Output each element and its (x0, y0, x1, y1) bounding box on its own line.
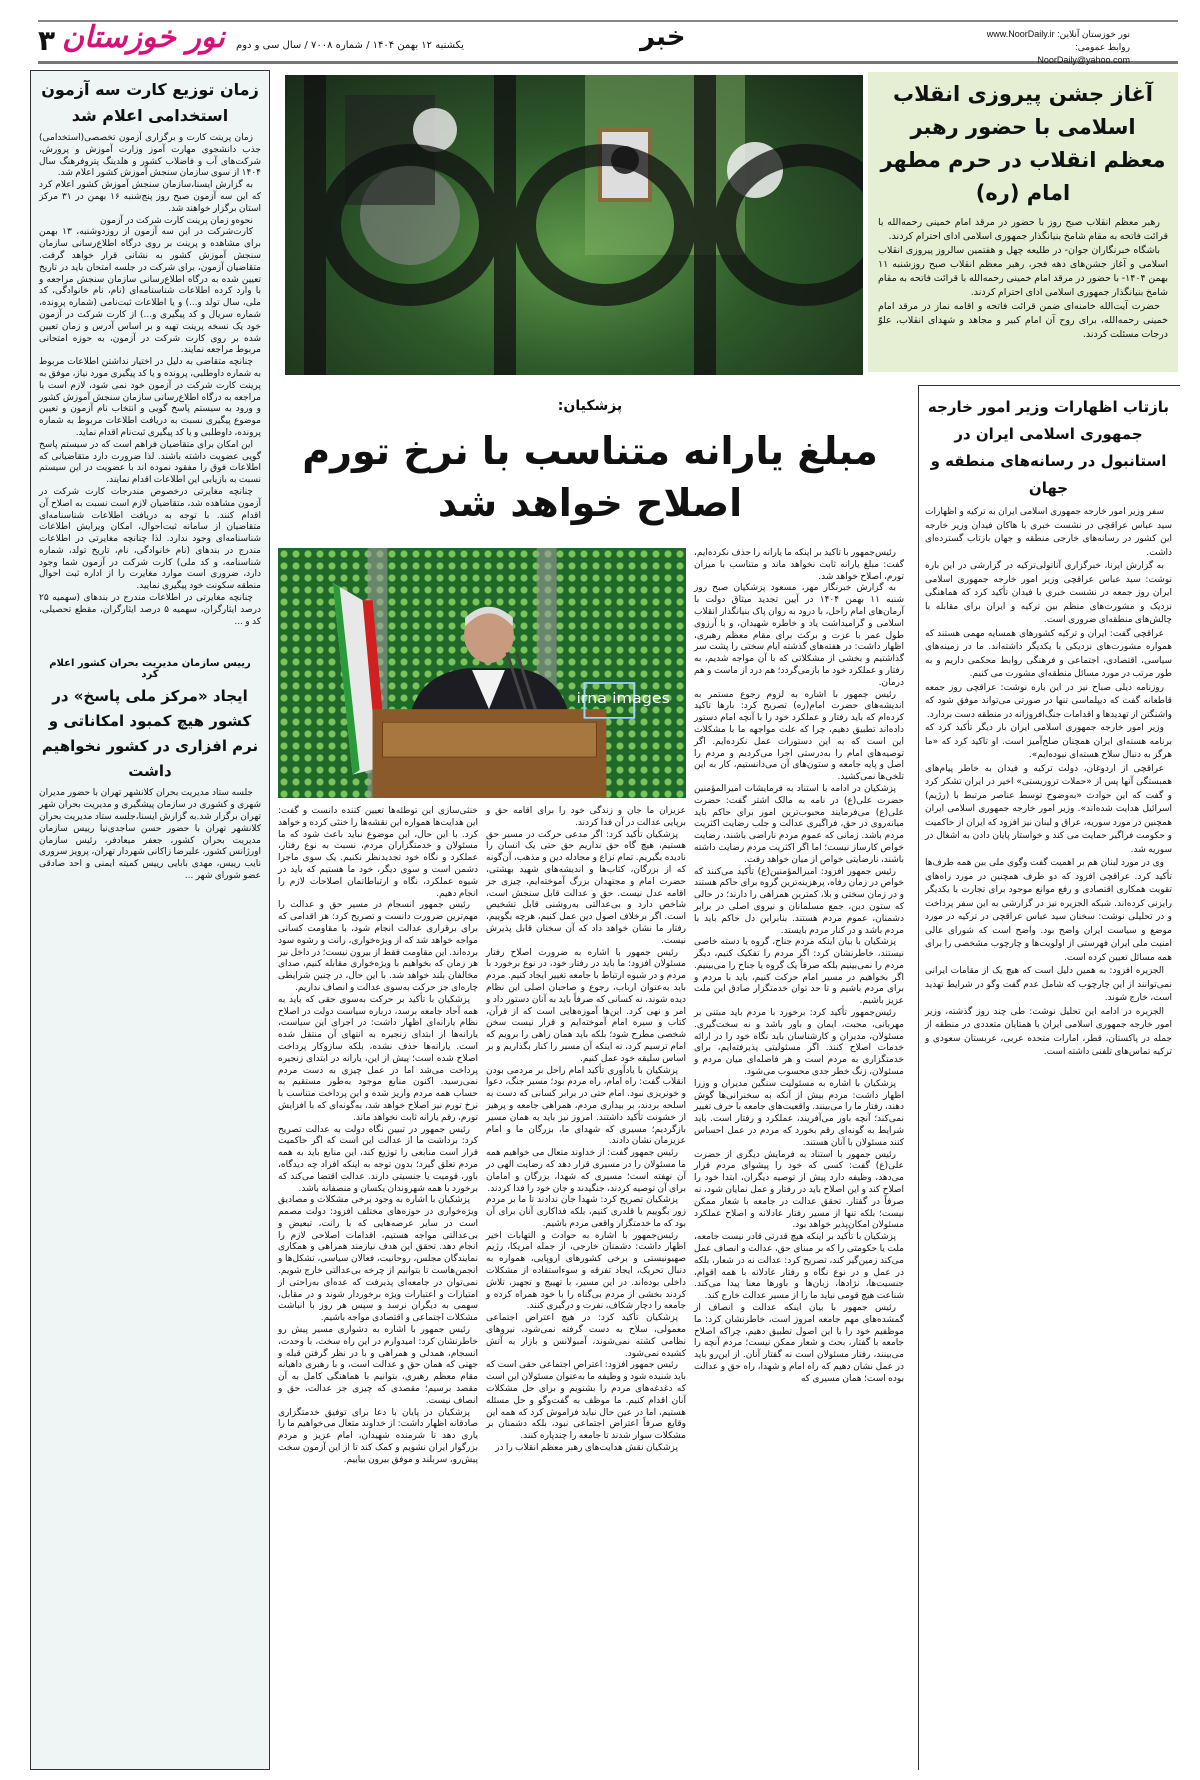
paragraph: پزشکیان نقش هدایت‌های رهبر معظم انقلاب را در (495, 1443, 678, 1454)
paragraph: وزیر امور خارجه جمهوری اسلامی ایران بار دیگر تأکید کرد که برنامه هسته‌ای ایران همچنان صلح‌آمیز است. او تاکید کرد که «ما هرگز به دنبال سلاح هسته‌ای نبوده‌ایم». (925, 723, 1172, 760)
paragraph: رئیس جمهور با استناد به فرمایش دیگری از حضرت علی(ع) گفت: کسی که خود را پیشوای مردم قرار می‌دهد، وظیفه دارد پیش از توصیه دیگران، ابتدا خود را اصلاح کند و این اصلاح باید در رفتار و عمل نمایان شود، نه صرفاً در گفتار. تحقق عدالت در جامعه با شعار ممکن نیست؛ بلکه تنها از مسیر رفتار عادلانه و اصلاح عملکرد مسئولان امکان‌پذیر خواهد بود. (694, 1149, 904, 1231)
paragraph: چنانچه مغایرتی در اطلاعات مندرج در بندهای (سهمیه ۲۵ درصد ایثارگران، سهمیه ۵ درصد ایثارگران، مقطع تحصیلی، کد و ... (39, 593, 262, 627)
paragraph: رئیس جمهور افزود: امیرالمؤمنین(ع) تأکید می‌کنند که خواص در زمان رفاه، پرهزینه‌ترین گروه برای حاکم هستند و در زمان سختی و بلا، کمترین همراهی را دارند؛ در حالی که ستون دین، جمع مسلمانان و نیروی اصلی در برابر دشمنان، عموم مردم هستند. بنابراین دل حاکم باید با مردم باشد و در کنار مردم بایستد. (694, 866, 904, 936)
paragraph: سفر وزیر امور خارجه جمهوری اسلامی ایران به ترکیه و اظهارات سید عباس عراقچی در نشست خبری با هاکان فیدان وزیر خارجه این کشور در رسانه‌های خارجی منطقه و جهان بازتاب گسترده‌ای داشت. (925, 507, 1172, 558)
top-story-title: آغاز جشن پیروزی انقلاب اسلامی با حضور رهبر معظم انقلاب در حرم مطهر امام (ره) (880, 82, 1166, 205)
website-line: نور خوزستان آنلاین: www.NoorDaily.ir (986, 29, 1130, 39)
paragraph: رئیس جمهور در تبیین نگاه دولت به عدالت تصریح کرد: برداشت ما از عدالت این است که اگر حاکمیت قرار است منابعی را توزیع کند، این منابع باید به همه مردم تعلق گیرد؛ بدون توجه به اینکه افراد چه دیدگاه، باور، قومیت یا جنسیتی دارند. عدالت اقتضا می‌کند که برخورد با همه شهروندان یکسان و منصفانه باشد. (278, 1124, 478, 1194)
paragraph: رئیس جمهور افزود: اعتراض اجتماعی حقی است که باید شنیده شود و وظیفه ما به‌عنوان مسئولان این است که دغدغه‌های مردم را بشنویم و برای حل مشکلات آنان اقدام کنیم. ما موظف به گفت‌وگو و حل مسئله هستیم، اما در عین حال نباید فراموش کرد که همه این وقایع صرفاً اعتراض اجتماعی نبود، بلکه دشمنان بر مشکلات سوار شدند تا جامعه را چندپاره کنند. (486, 1360, 686, 1442)
right-story-body (925, 506, 1172, 1060)
paragraph: رئیس جمهور با بیان اینکه عدالت و انصاف از گمشده‌های مهم جامعه امروز است، خاطرنشان کرد: ما موظفیم خود را با این اصول تطبیق دهیم، چراکه اصلاح جامعه با گفتار، بحث و شعار ممکن نیست؛ مردم آنچه را می‌بینند، رفتار مسئولان است نه گفتار آنان. از این‌رو باید در عمل نشان دهیم که راه امام و شهدا، راه حق و عدالت بوده است؛ همان مسیری که (694, 1303, 904, 1384)
paragraph: پزشکیان با بیان اینکه مردم جناح، گروه یا دسته خاصی نیستند، خاطرنشان کرد: اگر مردم را تفکیک کنیم، دیگر مردم را نمی‌بینیم بلکه صرفاً یک گروه یا جناح را می‌بینیم. اگر بخواهیم در مسیر امام حرکت کنیم، باید با مردم و برای مردم باشیم و تا حد توان خدمتگزار صادق این ملت عزیز باشیم. (694, 937, 904, 1007)
paragraph: چنانچه مغایرتی درخصوص مندرجات کارت شرکت در آزمون مشاهده شد، متقاضیان لازم است نسبت به اصلاح آن اقدام کنند. با توجه به دریافت اطلاعات شناسنامه‌ای متقاضیان از سامانه ثبت‌احوال، امکان ویرایش اطلاعات شناسنامه‌ای وجود ندارد. لذا چنانچه مغایرتی در اطلاعات مندرج در بندهای (نام خانوادگی، نام، تاریخ تولد، شماره شناسنامه، و کد ملی) کارت شرکت در آزمون شما وجود دارد، ضروری است موارد مغایرت را از اداره ثبت احوال منطقه سکونت خود پیگیری نمایید. (39, 486, 261, 592)
paragraph: رئیس‌جمهور با تاکید بر اینکه ما یارانه را حذف نکرده‌ایم، گفت: مبلغ یارانه ثابت نخواهد ماند و متناسب با میزان تورم، اصلاح خواهد شد. (694, 548, 904, 582)
newspaper-logo: نور خوزستان (62, 20, 225, 55)
right-story-title: بازتاب اظهارات وزیر امور خارجه جمهوری اسلامی ایران در استانبول در رسانه‌های منطقه و جهان (927, 398, 1170, 497)
paragraph: پزشکیان با تأکید بر اینکه هیچ قدرتی قادر نیست جامعه، ملت یا حکومتی را که بر مبنای حق، عدالت و انصاف عمل می‌کند زمین‌گیر کند، تصریح کرد: عدالت نه در شعار، بلکه در عمل و در نوع نگاه و رفتار عادلانه با همه اقوام، جنسیت‌ها، نژادها، زبان‌ها و باورها معنا پیدا می‌کند. شناعت هیچ قومی نباید ما را از مسیر عدالت خارج کند. (694, 1232, 904, 1302)
paragraph: رئیس‌جمهور تأکید کرد: برخورد با مردم باید مبتنی بر مهربانی، محبت، ایمان و باور باشد و نه سخت‌گیری. مسئولان، مدیران و کارشناسان باید نگاه خود را در ارائه خدمات اصلاح کنند. اگر مسئولیتی پذیرفته‌ایم، برای خدمتگزاری به مردم است و هر فاصله‌ای میان مردم و مسئولان، زنگ خطر جدی محسوب می‌شود. (694, 1008, 904, 1078)
paragraph: پزشکیان تصریح کرد: شهدا جان ندادند تا ما بر مردم زور بگوییم یا قلدری کنیم، بلکه فداکاری آنان برای آن بود که ما خدمتگزار واقعی مردم باشیم. (486, 1195, 686, 1229)
left-column (30, 70, 270, 1770)
paragraph: رئیس جمهور با اشاره به ضرورت اصلاح رفتار مسئولان افزود: ما باید در رفتار خود، در نوع برخورد با مردم و در شیوه ارتباط با جامعه تغییر ایجاد کنیم. مردم باید به‌عنوان ارباب، رجوع و صاحبان اصلی این نظام دیده شوند، نه کسانی که صرفاً باید به آنان دستور داد و امر و نهی کرد. این‌ها آموزه‌هایی است که از قرآن، کتاب و سیره امام آموخته‌ایم و قرار نیست سخن شخصی مطرح شود؛ بلکه باید همان راهی را برویم که امام ترسیم کرد، نه اینکه آن مسیر را کنار بگذاریم و بر اساس سلیقه خود عمل کنیم. (486, 947, 686, 1064)
contact-info (985, 28, 1130, 67)
photo-watermark: irna images (576, 690, 670, 707)
paragraph: زمان پرینت کارت و برگزاری آزمون تخصصی(استخدامی) جذب دانشجوی مهارت آموز وزارت آموزش و پرورش، شرکت‌های آب و فاضلاب کشور و هلدینگ پتروفرهنگ سال ۱۴۰۴ از سوی سازمان سنجش آموزش کشور اعلام شد. (39, 133, 261, 179)
paragraph: روزنامه دیلی صباح نیز در این باره نوشت: عراقچی روز جمعه قاطعانه گفت که دیپلماسی تنها در صورتی می‌تواند موفق شود که واشنگتن از تهدیدها و اقدامات جنگ‌افروزانه در منطقه دست بردارد. (925, 682, 1172, 720)
top-story-box (868, 72, 1178, 372)
main-story-column-3 (278, 806, 478, 1467)
paragraph: جلسه ستاد مدیریت بحران کلانشهر تهران با حضور مدیران شهری و کشوری در سازمان پیشگیری و مدیریت بحران شهر تهران برگزار شد.به گزارش ایسنا،جلسه ستاد مدیریت بحران کلانشهر تهران با حضور حسن ساجدی‌نیا رییس سازمان مدیریت بحران کشور، جعفر میعادفر، رئیس سازمان اورژانس کشور، علیرضا زاکانی شهردار تهران، پرویز سروری نایب رییس، مهدی بابایی رییس کمیته ایمنی و احد صادقی عضو شورای شهر ... (39, 788, 261, 882)
paragraph: عراقچی گفت: ایران و ترکیه کشورهای همسایه مهمی هستند که همواره مشورت‌های نزدیکی با یکدیگر داشته‌اند. ما در زمینه‌های سیاسی، اقتصادی، اجتماعی و فرهنگی روابط محکمی داریم و به طور مرتب در مورد مسائل منطقه‌ای مشورت می کنیم. (925, 628, 1172, 679)
main-story-title: مبلغ یارانه متناسب با نرخ تورم اصلاح خواهد شد (302, 429, 878, 525)
paragraph: الجزیره در ادامه این تحلیل نوشت: طی چند روز گذشته، وزیر امور خارجه جمهوری اسلامی ایران با همتایان متعددی در منطقه از جمله در پاکستان، قطر، امارات متحده عربی، عربستان سعودی و ترکیه تماس‌های تلفنی داشته است. (925, 1006, 1172, 1057)
top-story-photo (285, 75, 863, 375)
paragraph: رهبر معظم انقلاب صبح روز با حضور در مرقد امام خمینی رحمه‌الله با قرائت فاتحه به مقام شامخ بنیانگذار جمهوری اسلامی ادای احترام کردند. (878, 217, 1168, 242)
paragraph: نحوه‌و زمان پرینت کارت شرکت در آزمون (100, 215, 253, 226)
main-story-kicker: پزشکیان: (557, 398, 623, 414)
paragraph: حضرت آیت‌الله خامنه‌ای ضمن قرائت فاتحه و اقامه نماز در مرقد امام خمینی رحمه‌الله، برای روح آن امام کبیر و مجاهد و شهدای انقلاب، علوّ درجات مسئلت کردند. (878, 301, 1168, 340)
main-story-column-1 (694, 548, 904, 1386)
paragraph: رئیس‌جمهور با اشاره به حوادث و التهابات اخیر اظهار داشت: دشمنان خارجی، از جمله امریکا، رژیم صهیونیستی و برخی کشورهای اروپایی، همواره به دنبال تحریک، ایجاد تفرقه و سوءاستفاده از مشکلات داخلی بوده‌اند. در این مسیر، با تهییج و تجهیز، تلاش کردند بخشی از مردم بی‌گناه را با خود همراه کرده و جامعه را دچار شکاف، نفرت و درگیری کنند. (486, 1230, 686, 1312)
left-story-2-kicker: رییس سازمان مدیریت بحران کشور اعلام کرد (49, 658, 251, 681)
paragraph: رئیس جمهور گفت: از خداوند متعال می خواهیم همه ما مسئولان را در مسیری قرار دهد که رضایت الهی در آن نهفته است؛ مسیری که شهدا، بزرگان و امامان برای آن توصیه کردند، جنگیدند و جان خود را فدا کردند. (486, 1148, 686, 1194)
shrine-grille-image (285, 75, 863, 375)
left-story-2-title: ایجاد «مرکز ملی پاسخ» در کشور هیچ کمبود امکاناتی و نرم افزاری در کشور نخواهیم داشت (41, 687, 259, 781)
section-title: خبر (640, 22, 686, 52)
paragraph: کارت‌شرکت در این سه آزمون از روزدوشنبه، ۱۳ بهمن برای مشاهده و پرینت بر روی درگاه اطلاع‌رسانی سازمان سنجش آموزش کشور به نشانی قرار خواهد گرفت. متقاضیان آزمون، برای شرکت در جلسه امتحان باید در تاریخ تعیین شده به درگاه اطلاع‌رسانی سازمان سنجش مراجعه و با وارد کرده اطلاعات شناسنامه‌ای (نام، نام خانوادگی، کد ملی، سال تولد و...) و یا اطلاعات ثبت‌نامی (شماره پرونده، شماره سریال و کد پیگیری و...) از کارت شرکت در آزمون خود یک نسخه پرینت تهیه و بر اساس آدرس و زمان تعیین شده بر روی کارت شرکت در آزمون، به حوزه امتحانی مربوط مراجعه نمایند. (39, 227, 261, 356)
paragraph: پزشکیان تأکید کرد: در هیچ اعتراض اجتماعی معمولی، سلاح به دست گرفته نمی‌شود، نیروهای نظامی کشته نمی‌شوند، آمبولانس و بازار به آتش کشیده نمی‌شود. (486, 1313, 686, 1359)
paragraph: پزشکیان تأکید کرد: اگر مدعی حرکت در مسیر حق هستیم، هیچ گاه حق نداریم حق حتی یک انسان را نادیده بگیریم. تمام نزاع و مجادله دین و مذهب، آن‌گونه که از بزرگان، کتاب‌ها و اندیشه‌های شهید بهشتی، حضرت امام و مجتهدان بزرگ آموخته‌ایم، چیزی جز اقامه عدل نیست. حق و عدالت قابل سنجش است، شاخص دارد و بی‌عدالتی به‌روشنی قابل تشخیص است. اگر برخلاف اصول دین عمل کنیم، هرچه بگوییم، رفتار ما نشان خواهد داد که آن سخنان قابل پذیرش نیست. (486, 829, 686, 946)
paragraph: پزشکیان در پایان با دعا برای توفیق خدمتگزاری صادقانه اظهار داشت: از خداوند متعال می‌خواهیم ما را یاری دهد تا شرمنده شهیدان، امام عزیز و مردم بزرگوار ایران نشویم و کمک کند تا از این آزمون سخت پیش‌رو، سربلند و موفق بیرون بیاییم. (278, 1407, 478, 1465)
paragraph: باشگاه خبرنگاران جوان- در طلیعه چهل و هفتمین سالروز پیروزی انقلاب اسلامی و آغاز جشن‌های دهه فجر، رهبر معظم انقلاب صبح روزشنبه ۱۱ بهمن ۱۴۰۴- با حضور در مرقد امام خمینی رحمه‌الله با قرائت فاتحه به مقام شامخ بنیانگذار جمهوری اسلامی ادای احترام کردند. (878, 245, 1168, 298)
paragraph: پزشکیان با اشاره به مسئولیت سنگین مدیران و وزرا اظهار داشت: مردم بیش از آنکه به سخنرانی‌ها گوش دهند، رفتار ما را می‌بینند. واقعیت‌های جامعه با حرف تغییر نمی‌کند؛ آنچه باور می‌آفریند، عملکرد و رفتار است. باید شرایط به گونه‌ای رقم بخورد که مردم در عمل احساس کنند مسئولان با آنان هستند. (694, 1078, 904, 1148)
president-speech-image (278, 548, 686, 798)
paragraph: پزشکیان با تأکید بر حرکت به‌سوی حقی که باید به همه آحاد جامعه برسد، درباره سیاست دولت در اصلاح نظام یارانه‌ای اظهار داشت: در اجرای این سیاست، یارانه‌ها از ابتدای زنجیره به انتهای آن منتقل شده است. یارانه‌ها حذف نشده، بلکه سازوکار پرداخت اصلاح شده است؛ پیش از این، یارانه در ابتدای زنجیره پرداخت می‌شد اما در عمل چیزی به دست مردم نمی‌رسید. اکنون منابع موجود به‌طور مستقیم به حساب همه مردم واریز شده و این پرداخت متناسب با نرخ تورم نیز اصلاح خواهد شد، به‌گونه‌ای که با افزایش تورم، رقم یارانه ثابت نخواهد ماند. (278, 994, 478, 1123)
page-number: ۳ (38, 24, 56, 57)
left-story-2-body (39, 788, 261, 882)
issue-date: یکشنبه ۱۲ بهمن ۱۴۰۴ / شماره ۷۰۰۸ / سال سی و دوم (236, 40, 464, 51)
paragraph: به گزارش خبرنگار مهر، مسعود پزشکیان صبح روز شنبه ۱۱ بهمن ۱۴۰۴ در آیین تجدید میثاق دولت با آرمان‌های امام راحل، با درود به روان پاک بنیانگذار انقلاب اسلامی و گرامیداشت یاد و خاطره شهیدان، و با آرزوی طول عمر با عزت و برکت برای مقام معظم رهبری، اظهار داشت: در هفته‌های گذشته ایام سختی را پشت سر گذاشتیم و بخشی از مشکلاتی که با آن مواجه شدیم، به رفتار و عملکرد خود ما بازمی‌گردد؛ هم درد از ماست و هم درمان. (694, 583, 904, 688)
main-story-column-2 (486, 806, 686, 1455)
paragraph: پزشکیان با یادآوری تأکید امام راحل بر مردمی بودن انقلاب گفت: راه امام، راه مردم بود؛ مسیر جنگ، دعوا و خونریزی نبود. امام حتی در برابر کسانی که دست به اسلحه بردند، بر بیداری مردم، همراهی جامعه و پرهیز از خشونت تأکید داشتند. امروز نیز باید به همان مسیر بازگردیم؛ مسیری که شهدای ما، بزرگان ما و امام عزیزمان نشان دادند. (486, 1065, 686, 1147)
left-story-1-title: زمان توزیع کارت سه آزمون استخدامی اعلام شد (41, 80, 259, 125)
paragraph: وی در مورد لبنان هم بر اهمیت گفت وگوی ملی بین همه طرف‌ها تأکید کرد. عراقچی افزود که دو طرف همچنین در مورد راه‌های تقویت همکاری اقتصادی و رفع موانع موجود برای تجارت با یکدیگر رایزنی کرده‌اند. شبکه الجزیره نیز در گزارشی به این سفر پرداخت و در تحلیلی نوشت: سخنان سید عباس عراقچی در ترکیه در مورد موضع و سیاست ایران واضح بود. واضح است که شورای عالی امنیت ملی ایران فهرستی از اولویت‌ها و چارچوب مشخصی را برای همه مسائل تعیین کرده است. (925, 858, 1172, 963)
email-line: روابط عمومی: NoorDaily@yahoo.com (1037, 42, 1130, 65)
paragraph: رئیس جمهور با اشاره به لزوم رجوع مستمر به اندیشه‌های حضرت امام(ره) تصریح کرد: بارها تاکید کرده‌ام که باید رفتار و عملکرد خود را با آنچه امام دستور داده‌اند تطبیق دهیم، چرا که علت مواجهه ما با مشکلات این است که به این دستورات عمل نکرده‌ایم. اگر توصیه‌های امام را به‌درستی اجرا می‌کردیم و مردم را اصل و پایه جامعه و ستون‌های آن می‌دانستیم، کار به این تلخی‌ها نمی‌کشید. (694, 689, 904, 783)
paragraph: خنثی‌سازی این توطئه‌ها تعیین کننده دانست و گفت: این هدایت‌ها همواره این نقشه‌ها را خنثی کرده و خواهد کرد. با این حال، این موضوع نباید باعث شود که ما مسئولان و خدمتگزاران مردم، نسبت به نوع رفتار، عملکرد و نگاه خود تجدیدنظر نکنیم. یک سوی ماجرا دشمن است و سوی دیگر، خود ما هستیم که باید در شیوه عملکرد، نگاه و ارتباطاتمان اصلاحات لازم را انجام دهیم. (278, 806, 478, 899)
paragraph: الجزیره افزود: به همین دلیل است که هیچ یک از مقامات ایرانی نمی‌توانند از این چارچوب که شامل عدم گفت وگو در شرایط تهدید است، خارج شوند. (925, 966, 1172, 1003)
main-story-photo (278, 548, 686, 798)
top-story-body (878, 216, 1168, 342)
paragraph: رئیس جمهور انسجام در مسیر حق و عدالت را مهم‌ترین ضرورت دانست و تصریح کرد: هر اقدامی که برای برقراری عدالت انجام شود، با مقاومت کسانی مواجه خواهد شد که از ویژه‌خواری، رانت و رشوه سود برده‌اند. این مقاومت فقط از بیرون نیست؛ در داخل نیز هر زمان که بخواهیم با ویژه‌خواری مقابله کنیم، صدای مخالفان بلند خواهد شد. با این حال، در چنین شرایطی چاره‌ای جز حرکت به‌سوی عدالت و انصاف نداریم. (278, 900, 478, 993)
paragraph: به گزارش ایسنا،سازمان سنجش آموزش کشور اعلام کرد که این سه آزمون صبح روز پنج‌شنبه ۱۶ بهمن در ۳۱ مرکز استان برگزار خواهند شد. (39, 180, 261, 214)
paragraph: پزشکیان در ادامه با استناد به فرمایشات امیرالمؤمنین حضرت علی(ع) در نامه به مالک اشتر گفت: حضرت علی(ع) می‌فرمایند محبوب‌ترین امور برای حاکم باید میانه‌روی در حق، فراگیری عدالت و جلب رضایت اکثریت مردم باشد. زمانی که عموم مردم ناراضی باشند، رضایت خواص کارساز نیست؛ اما اگر اکثریت مردم رضایت داشته باشند، نارضایتی خواص از میان خواهد رفت. (694, 783, 904, 865)
paragraph: پزشکیان با اشاره به وجود برخی مشکلات و مصادیق ویژه‌خواری در حوزه‌های مختلف افزود: دولت مصمم است در سایر عرصه‌هایی که با رانت، تبعیض و بی‌عدالتی مواجه هستیم، اقدامات اصلاحی لازم را انجام دهد. تحقق این هدف نیازمند همراهی و همکاری نمایندگان مجلس، روحانیت، فعالان سیاسی، تشکل‌ها و انجمن‌هاست تا بتوانیم از چرخه بی‌عدالتی خارج شویم. نمی‌توان در جامعه‌ای پذیرفت که عده‌ای به‌راحتی از امتیازات و اعتبارات ویژه برخوردار شوند و در مقابل، سهمی به دیگران نرسد و سپس هر روز با انباشت مشکلات اجتماعی و اقتصادی مواجه باشیم. (278, 1195, 478, 1324)
paragraph: به گزارش ایرنا، خبرگزاری آناتولی‌ترکیه در گزارشی در این باره نوشت: سید عباس عراقچی وزیر امور خارجه جمهوری اسلامی ایران روز جمعه در نشست خبری با فیدان تأکید کرد که هماهنگی نزدیک و مشورت‌های منظم بین ترکیه و ایران برای مقابله با چالش‌های منطقه‌ای ضروری است. (925, 561, 1172, 625)
paragraph: این امکان برای متقاضیان فراهم است که در سیستم پاسخ گویی عضویت داشته باشند. لذا ضرورت دارد متقاضیانی که اطلاعات فوق را مفقود نموده اند با عضویت در این سیستم نسبت به بازیابی این اطلاعات اقدام نمایند. (39, 439, 261, 486)
right-story (918, 385, 1180, 1770)
left-story-1-body (39, 133, 261, 628)
paragraph: عراقچی از اردوغان، دولت ترکیه و فیدان به خاطر پیام‌های همبستگی آنها پس از «حملات تروریستی» اخیر در ایران تشکر کرد و گفت که این حوادث «به‌وضوح توسط عناصر مرتبط با (رژیم) اسرائیل هدایت شده‌اند». وزیر امور خارجه جمهوری اسلامی ایران همچنین در مورد سوریه، عراق و لبنان نیز افزود که ایران از حاکمیت و حکومت فراگیر حمایت می کند و خواستار پایان دادن به اشغال در سوریه شد. (925, 763, 1172, 855)
paragraph: عزیزان ما جان و زندگی خود را برای اقامه حق و برپایی عدالت در آن فدا کردند. (486, 806, 686, 828)
paragraph: رئیس جمهور با اشاره به دشواری مسیر پیش رو خاطرنشان کرد: امیدوارم در این راه سخت، با وحدت، انسجام، همدلی و همراهی و با در نظر گرفتن قبله و جهتی که همان حق و عدالت است، و با رهبری داهیانه مقام معظم رهبری، بتوانیم با هماهنگی کامل به آن مقصد برسیم؛ مقصدی که چیزی جز عدالت، حق و انصاف نیست. (278, 1325, 478, 1406)
paragraph: چنانچه متقاضی به دلیل در اختیار نداشتن اطلاعات مربوط به شماره داوطلبی، پرونده و یا کد پیگیری مورد نیاز، موفق به پرینت کارت شرکت در آزمون خود نمی شود، لازم است با مراجعه به درگاه اطلاع‌رسانی سازمان سنجش آموزش کشور و ورود به سیستم پاسخ گویی و انتخاب نام آزمون و تعیین موضوع پیگیری نسبت به دریافت اطلاعات مربوط به شماره پرونده، داوطلبی و یا کد پیگیری ثبت‌نام اقدام نماید. (39, 357, 261, 438)
